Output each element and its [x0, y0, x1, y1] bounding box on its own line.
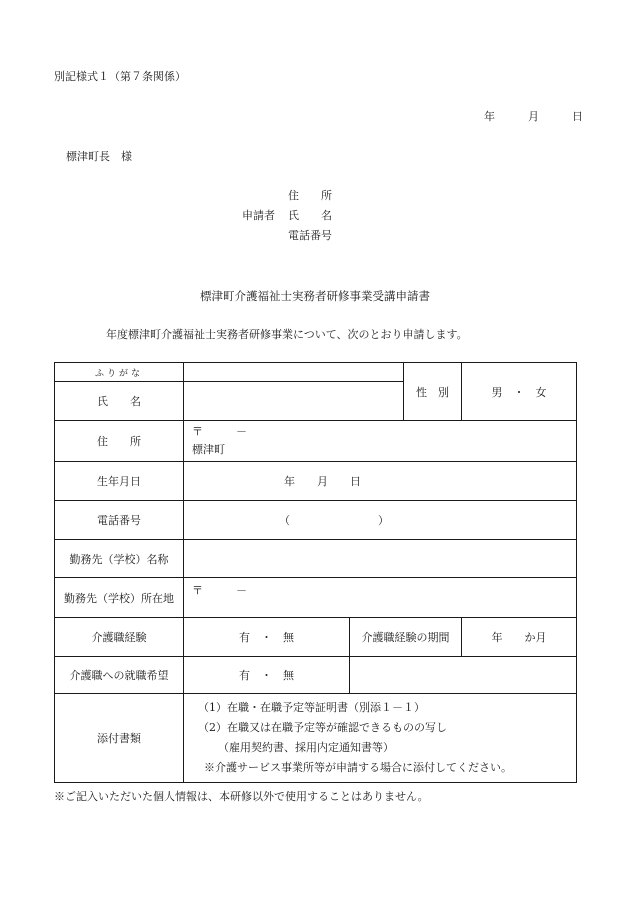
gender-label: 性 別	[404, 363, 462, 421]
workplace-address-field[interactable]	[184, 578, 577, 618]
birthdate-value: 年 月 日	[284, 475, 361, 488]
care-wish-blank	[350, 657, 577, 694]
birthdate-label: 生年月日	[55, 462, 184, 501]
care-experience-label: 介護職経験	[55, 618, 184, 657]
address-town: 標津町	[192, 443, 225, 456]
workplace-address-label: 勤務先（学校）所在地	[55, 578, 184, 618]
gender-options[interactable]: 男 ・ 女	[462, 363, 577, 421]
date-month: 月	[528, 110, 539, 123]
attachments-list	[184, 694, 577, 783]
care-experience-options[interactable]: 有 ・ 無	[184, 618, 350, 657]
furigana-field[interactable]	[184, 363, 404, 382]
addressee: 標津町長 様	[66, 150, 132, 163]
workplace-postal-mark: 〒 －	[192, 584, 247, 597]
intro-text: 年度標津町介護福祉士実務者研修事業について、次のとおり申請します。	[106, 328, 468, 341]
applicant-phone-label: 電話番号	[288, 229, 332, 242]
date-year: 年	[484, 110, 495, 123]
furigana-label: ふりがな	[55, 363, 184, 382]
applicant-block	[242, 186, 348, 246]
attachment-item-1: （1）在職・在職予定等証明書（別添１－１）	[198, 701, 425, 714]
phone-label: 電話番号	[55, 501, 184, 540]
applicant-role-label: 申請者	[242, 209, 275, 222]
address-field[interactable]	[184, 421, 577, 462]
name-label: 氏 名	[55, 382, 184, 421]
date-line	[484, 108, 583, 124]
address-label: 住 所	[55, 421, 184, 462]
care-period-value[interactable]: 年 か月	[462, 618, 577, 657]
address-postal-mark: 〒 －	[192, 425, 247, 438]
privacy-note: ※ご記入いただいた個人情報は、本研修以外で使用することはありません。	[54, 790, 429, 803]
application-form-table	[54, 362, 577, 783]
form-number-label: 別記様式１（第７条関係）	[54, 70, 186, 83]
care-period-label: 介護職経験の期間	[350, 618, 462, 657]
attachments-label: 添付書類	[55, 694, 184, 783]
name-field[interactable]	[184, 382, 404, 421]
phone-field[interactable]	[184, 501, 577, 540]
care-wish-label: 介護職への就職希望	[55, 657, 184, 694]
workplace-name-label: 勤務先（学校）名称	[55, 540, 184, 578]
applicant-address-label: 住 所	[288, 189, 332, 202]
attachment-item-2: （2）在職又は在職予定等が確認できるものの写し	[198, 721, 447, 734]
workplace-name-field[interactable]	[184, 540, 577, 578]
document-title: 標津町介護福祉士実務者研修事業受講申請書	[200, 289, 430, 303]
care-wish-options[interactable]: 有 ・ 無	[184, 657, 350, 694]
applicant-name-label: 氏 名	[288, 209, 332, 222]
phone-value: （ ）	[279, 514, 389, 527]
attachment-note: ※介護サービス事業所等が申請する場合に添付してください。	[204, 761, 512, 774]
birthdate-field[interactable]	[184, 462, 577, 501]
attachment-item-2-sub: （雇用契約書、採用内定通知書等）	[218, 741, 394, 754]
date-day: 日	[572, 110, 583, 123]
